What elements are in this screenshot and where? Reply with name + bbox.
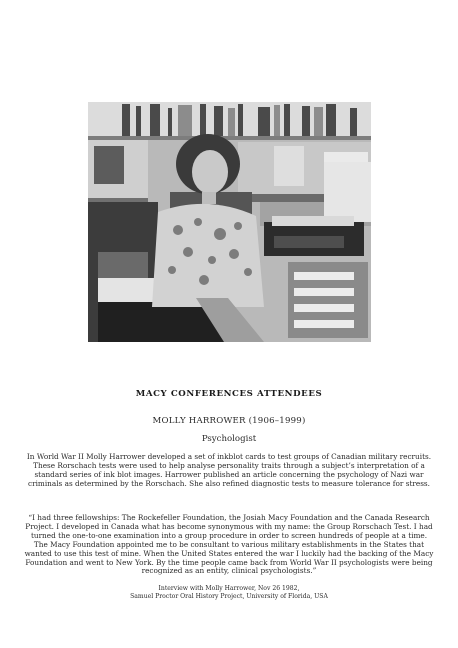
portrait-photo [88, 102, 371, 342]
person-role: Psychologist [201, 434, 257, 444]
citation [24, 585, 434, 600]
citation-line-2: Samuel Proctor Oral History Project, University of Florida, USA [130, 592, 328, 600]
citation-line-1: Interview with Molly Harrower, Nov 26 1982, [158, 585, 300, 592]
person-name: MOLLY HARROWER (1906–1999) [152, 416, 306, 426]
section-heading: MACY CONFERENCES ATTENDEES [135, 389, 323, 399]
interview-quote: “I had three fellowships: The Rockefeller Foundation, the Josiah Macy Foundation and the Canada Research Project. I developed in Canada what has become synonymous with my name: the Group Rorschach Test. I had turned the one-to-one examination into a group procedure in order to screen hundreds of people at a time. The Macy Foundation appointed me to be consultant to various military establishments in the States that wanted to use this test of mine. When the United States entered the war I luckily had the backing of the Macy Foundation and went to New York. By the time people came back from World War II psychologists were being recognized as an entity, clinical psychologists.” [24, 513, 434, 576]
biography-paragraph: In World War II Molly Harrower developed a set of inkblot cards to test groups of Canadian military recruits. These Rorschach tests were used to help analyse personality traits through a subject’s interpretation of a standard series of ink blot images. Harrower published an article concerning the psychology of Nazi war criminals as determined by the Rorschach. She also refined diagnostic tests to measure tolerance for stress. [26, 452, 432, 488]
